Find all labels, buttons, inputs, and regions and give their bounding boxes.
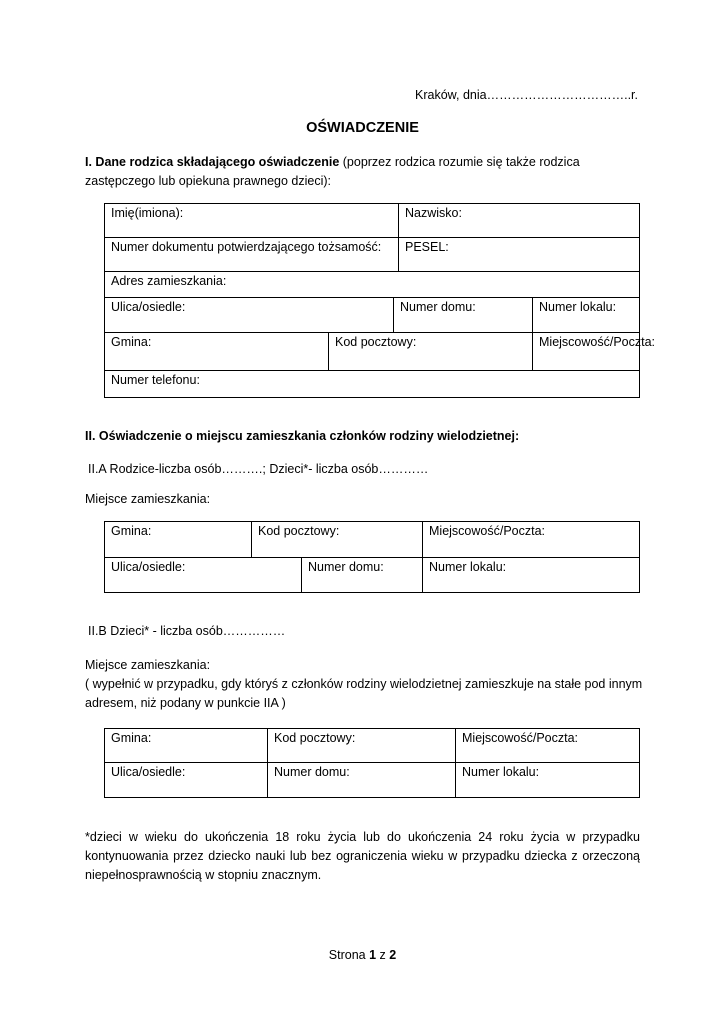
section2a-count-line: II.A Rodzice-liczba osób……….; Dzieci*- liczba osób………… <box>88 462 429 476</box>
field-kod-pocztowy[interactable]: Kod pocztowy: <box>329 333 533 371</box>
t2-gmina[interactable]: Gmina: <box>105 522 252 558</box>
field-gmina[interactable]: Gmina: <box>105 333 329 371</box>
t3-kod-pocztowy[interactable]: Kod pocztowy: <box>268 729 456 763</box>
t2-miejscowosc[interactable]: Miejscowość/Poczta: <box>423 522 640 558</box>
section2b-miejsce-note: ( wypełnić w przypadku, gdy któryś z członków rodziny wielodzietnej zamieszkuje na stałe pod innym adresem, niż podany w punkcie IIA ) <box>85 677 643 710</box>
footer-current-page: 1 <box>369 948 377 962</box>
t2-kod-pocztowy[interactable]: Kod pocztowy: <box>252 522 423 558</box>
section1-heading-rest: (poprzez rodzica rozumie się także rodzica zastępczego lub opiekuna prawnego dzieci): <box>85 155 580 188</box>
field-miejscowosc[interactable]: Miejscowość/Poczta: <box>533 333 640 371</box>
field-imie[interactable]: Imię(imiona): <box>105 204 399 238</box>
section1-heading <box>85 153 645 191</box>
field-numer-domu[interactable]: Numer domu: <box>394 298 533 333</box>
t2-numer-domu[interactable]: Numer domu: <box>302 558 423 593</box>
field-pesel[interactable]: PESEL: <box>399 238 640 272</box>
t2-numer-lokalu[interactable]: Numer lokalu: <box>423 558 640 593</box>
section2-heading: II. Oświadczenie o miejscu zamieszkania członków rodziny wielodzietnej: <box>85 429 520 443</box>
field-adres-label: Adres zamieszkania: <box>105 272 640 298</box>
t2-ulica[interactable]: Ulica/osiedle: <box>105 558 302 593</box>
section2a-miejsce-label: Miejsce zamieszkania: <box>85 492 211 506</box>
t3-ulica[interactable]: Ulica/osiedle: <box>105 763 268 798</box>
field-numer-dokumentu[interactable]: Numer dokumentu potwierdzającego tożsamość: <box>105 238 399 272</box>
place-date-line: Kraków, dnia……………………………..r. <box>415 88 638 102</box>
document-title: OŚWIADCZENIE <box>306 120 419 136</box>
field-telefon[interactable]: Numer telefonu: <box>105 371 640 398</box>
footer-total-pages: 2 <box>389 948 397 962</box>
field-ulica[interactable]: Ulica/osiedle: <box>105 298 394 333</box>
footer-sep: z <box>376 948 390 962</box>
section2b-address-table <box>104 728 640 798</box>
t3-numer-lokalu[interactable]: Numer lokalu: <box>456 763 640 798</box>
section2a-address-table <box>104 521 640 593</box>
field-numer-lokalu[interactable]: Numer lokalu: <box>533 298 640 333</box>
section1-heading-bold: I. Dane rodzica składającego oświadczenie <box>85 155 340 169</box>
t3-gmina[interactable]: Gmina: <box>105 729 268 763</box>
section2b-miejsce-label: Miejsce zamieszkania: <box>85 658 211 672</box>
section2b-count-line: II.B Dzieci* - liczba osób…………… <box>88 624 286 638</box>
t3-miejscowosc[interactable]: Miejscowość/Poczta: <box>456 729 640 763</box>
parent-data-table <box>104 203 656 398</box>
field-nazwisko[interactable]: Nazwisko: <box>399 204 640 238</box>
section2b-miejsce <box>85 656 645 713</box>
t3-numer-domu[interactable]: Numer domu: <box>268 763 456 798</box>
footnote: *dzieci w wieku do ukończenia 18 roku życia lub do ukończenia 24 roku życia w przypadku kontynuowania przez dziecko nauki lub bez ograniczenia wieku w przypadku dziecka z orzeczoną niepełnosprawnością w stopniu znacznym. <box>85 830 640 882</box>
footer-prefix: Strona <box>328 948 370 962</box>
page-footer <box>0 948 725 962</box>
